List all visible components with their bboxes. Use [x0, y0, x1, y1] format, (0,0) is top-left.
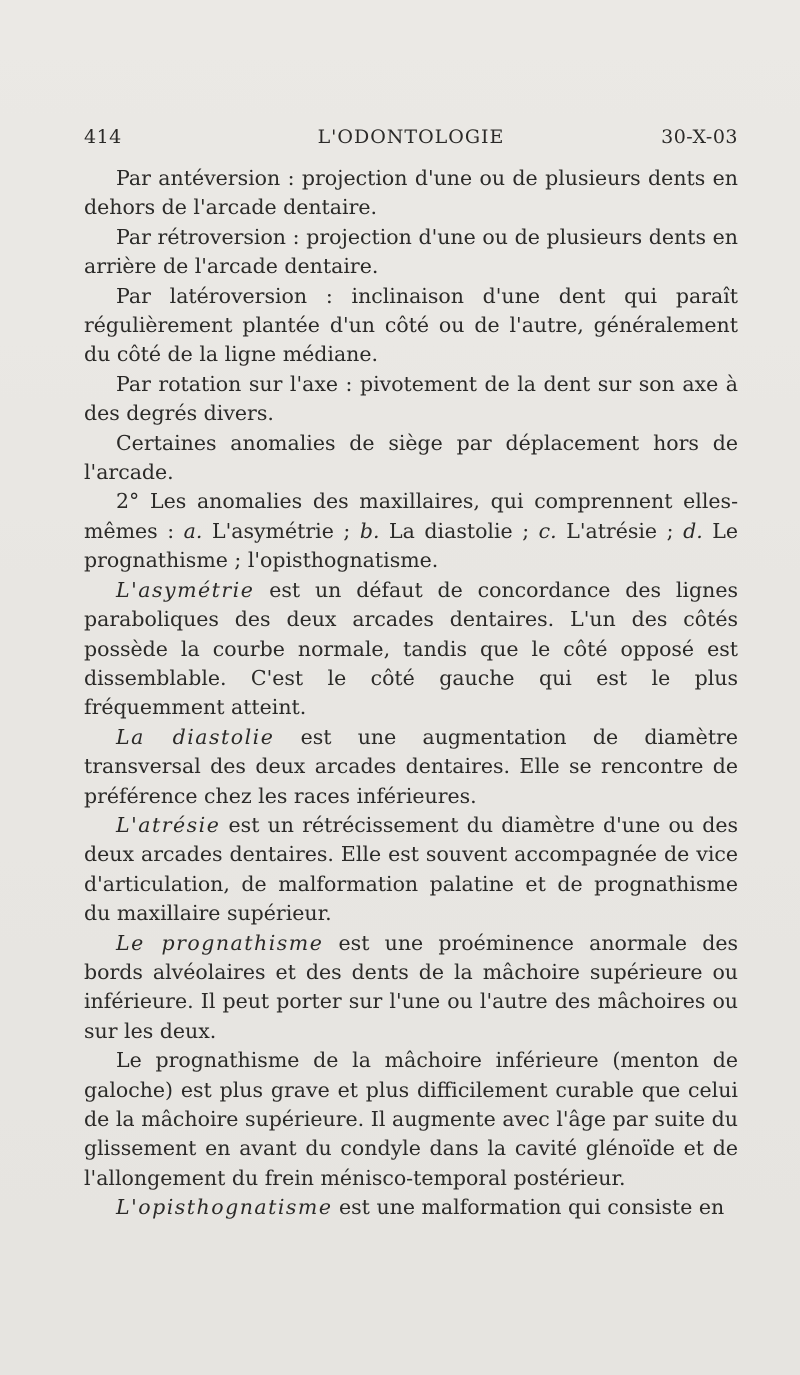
- definition-prognathisme: est une proéminence anormale des bords alvéolaires et des dents de la mâchoire supérieure ou inférieure. Il peut porter sur l'une ou l'autre des mâchoires ou sur les deux.: [84, 930, 738, 1043]
- term-asymetrie: L'asymétrie: [116, 577, 255, 602]
- item-marker-d: d.: [683, 518, 703, 543]
- item-text-c: L'atrésie ;: [556, 518, 684, 543]
- term-diastolie: La diastolie: [116, 724, 275, 749]
- running-head: [84, 126, 738, 154]
- definition-diastolie: est une augmentation de diamètre transversal des deux arcades dentaires. Elle se rencontre de préférence chez les races inférieures.: [84, 724, 738, 808]
- list-lead: 2° Les anomalies des maxillaires, qui comprennent elles-mêmes :: [84, 489, 738, 543]
- paragraph-retroversion: Par rétroversion : projection d'une ou de plusieurs dents en arrière de l'arcade dentaire.: [84, 224, 738, 279]
- term-atresie: L'atrésie: [116, 812, 221, 837]
- journal-title: L'ODONTOLOGIE: [317, 126, 505, 148]
- definition-atresie: est un rétrécissement du diamètre d'une ou des deux arcades dentaires. Elle est souvent accompagnée de vice d'articulation, de malformation palatine et de prognathisme du maxillaire supérieur.: [84, 812, 738, 926]
- paragraph-anomalies-maxillaires: [84, 487, 738, 575]
- term-prognathisme: Le prognathisme: [116, 930, 324, 955]
- item-marker-b: b.: [359, 518, 380, 543]
- paragraph-atresie: [84, 811, 738, 929]
- paragraph-diastolie: [84, 723, 738, 811]
- page-number: 414: [84, 126, 122, 148]
- term-opisthognatisme: L'opisthognatisme: [116, 1195, 333, 1220]
- item-text-b: La diastolie ;: [379, 518, 539, 543]
- item-marker-c: c.: [538, 518, 557, 543]
- definition-opisthognatisme: est une malformation qui consiste en: [332, 1195, 725, 1220]
- paragraph-opisthognatisme: [84, 1193, 738, 1222]
- paragraph-anteversion: Par antéversion : projection d'une ou de plusieurs dents en dehors de l'arcade dentaire.: [84, 166, 738, 220]
- item-text-a: L'asymétrie ;: [202, 518, 360, 543]
- item-marker-a: a.: [183, 518, 203, 543]
- item-text-d: Le prognathisme ; l'opisthognatisme.: [84, 518, 739, 573]
- paragraph-prognathisme: [84, 929, 738, 1047]
- paragraph-rotation: Par rotation sur l'axe : pivotement de la dent sur son axe à des degrés divers.: [84, 371, 738, 426]
- paragraph-certaines-anomalies: Certaines anomalies de siège par déplacement hors de l'arcade.: [84, 430, 738, 485]
- body-text: [84, 164, 738, 1223]
- issue-date: 30-X-03: [661, 126, 738, 148]
- paragraph-asymetrie: [84, 576, 738, 723]
- paragraph-lateroversion: Par latéroversion : inclinaison d'une dent qui paraît régulièrement plantée d'un côté ou de l'autre, généralement du côté de la ligne médiane.: [84, 283, 738, 367]
- definition-asymetrie: est un défaut de concordance des lignes paraboliques des deux arcades dentaires. L'un des côtés possède la courbe normale, tandis que le côté opposé est dissemblable. C'est le côté gauche qui est le plus fréquemment atteint.: [84, 577, 738, 720]
- paragraph-prognathisme-inferieur: Le prognathisme de la mâchoire inférieure (menton de galoche) est plus grave et plus difficilement curable que celui de la mâchoire supérieure. Il augmente avec l'âge par suite du glissement en avant du condyle dans la cavité glénoïde et de l'allongement du frein ménisco-temporal postérieur.: [84, 1048, 738, 1190]
